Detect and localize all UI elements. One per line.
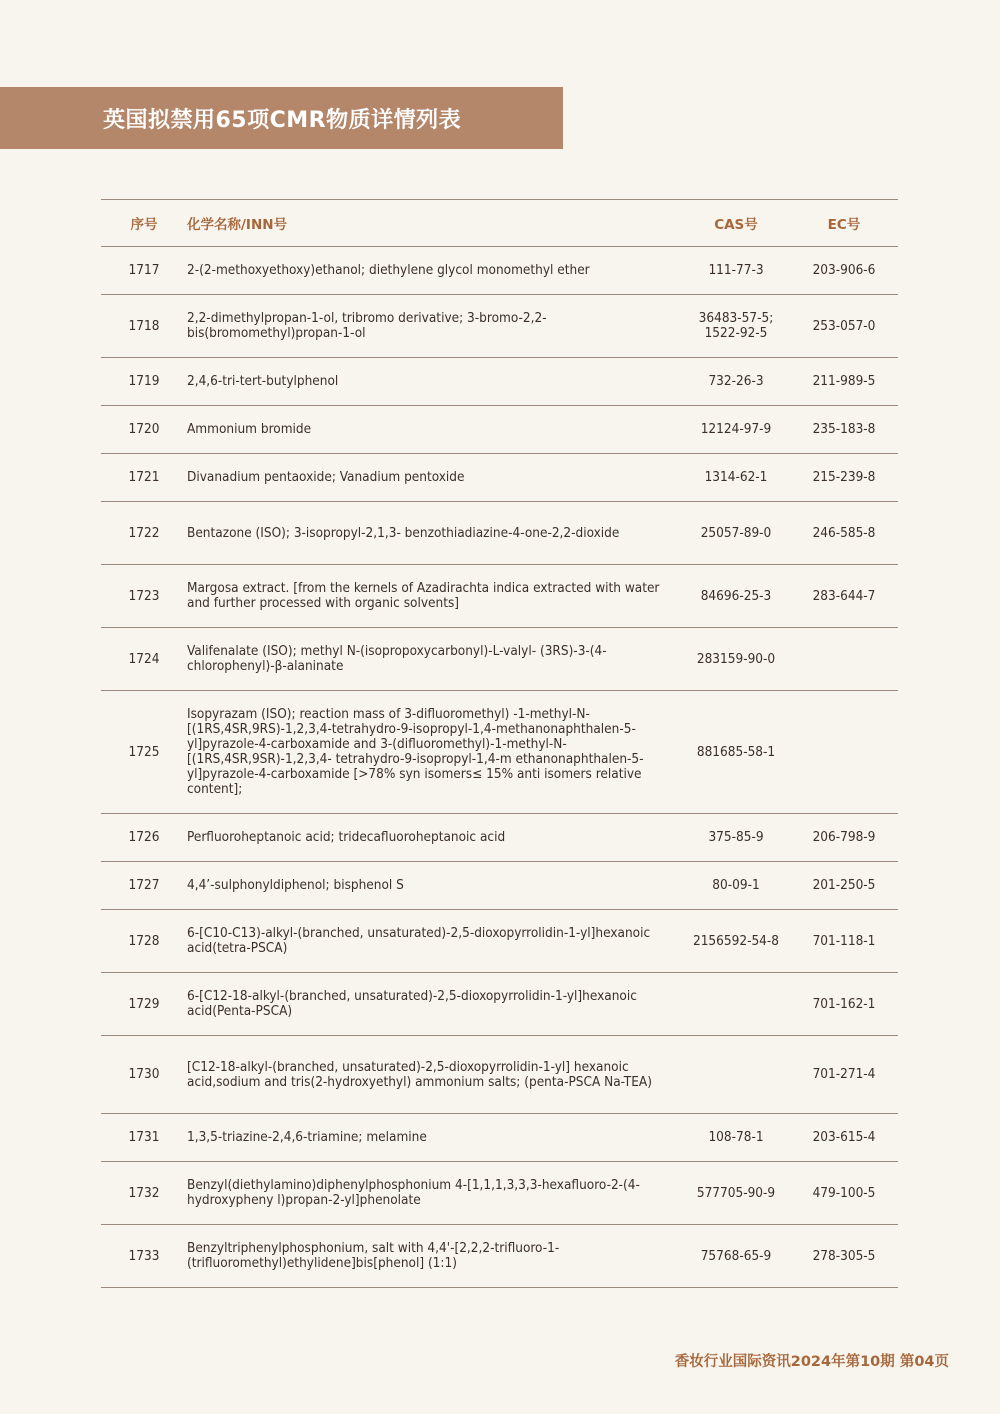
row-ec: 201-250-5 [790, 862, 898, 910]
table-row [101, 406, 898, 454]
row-cas: 375-85-9 [682, 814, 790, 862]
row-name: 2,2-dimethylpropan-1-ol, tribromo derivative; 3-bromo-2,2-bis(bromomethyl)propan-1-ol [187, 295, 682, 358]
table-row [101, 910, 898, 973]
row-cas: 283159-90-0 [682, 628, 790, 691]
header-ec: EC号 [790, 200, 898, 247]
row-no: 1730 [101, 1036, 187, 1114]
row-no: 1733 [101, 1225, 187, 1288]
row-name: 6-[C10-C13)-alkyl-(branched, unsaturated)-2,5-dioxopyrrolidin-1-yl]hexanoic acid(tetra-PSCA) [187, 910, 682, 973]
table-header-row [101, 200, 898, 247]
row-no: 1732 [101, 1162, 187, 1225]
row-no: 1722 [101, 502, 187, 565]
header-no: 序号 [101, 200, 187, 247]
table-row [101, 1114, 898, 1162]
row-cas: 25057-89-0 [682, 502, 790, 565]
row-ec: 701-162-1 [790, 973, 898, 1036]
row-name: 6-[C12-18-alkyl-(branched, unsaturated)-2,5-dioxopyrrolidin-1-yl]hexanoic acid(Penta-PSCA) [187, 973, 682, 1036]
table-row [101, 247, 898, 295]
table-row [101, 691, 898, 814]
row-no: 1719 [101, 358, 187, 406]
row-cas: 108-78-1 [682, 1114, 790, 1162]
row-ec: 215-239-8 [790, 454, 898, 502]
table-row [101, 628, 898, 691]
row-cas [682, 973, 790, 1036]
row-ec: 203-615-4 [790, 1114, 898, 1162]
row-name: Benzyltriphenylphosphonium, salt with 4,4'-[2,2,2-trifluoro-1-(trifluoromethyl)ethylidene]bis[phenol] (1:1) [187, 1225, 682, 1288]
table-row [101, 1162, 898, 1225]
page-title: 英国拟禁用65项CMR物质详情列表 [103, 107, 462, 133]
row-name: 2,4,6-tri-tert-butylphenol [187, 358, 682, 406]
row-ec: 479-100-5 [790, 1162, 898, 1225]
row-name: Ammonium bromide [187, 406, 682, 454]
row-ec: 206-798-9 [790, 814, 898, 862]
row-ec: 701-271-4 [790, 1036, 898, 1114]
row-no: 1720 [101, 406, 187, 454]
table-row [101, 565, 898, 628]
row-name: Valifenalate (ISO); methyl N-(isopropoxycarbonyl)-L-valyl- (3RS)-3-(4-chlorophenyl)-β-alaninate [187, 628, 682, 691]
header-cas: CAS号 [682, 200, 790, 247]
table-row [101, 295, 898, 358]
row-cas: 732-26-3 [682, 358, 790, 406]
row-cas [682, 1036, 790, 1114]
header-name: 化学名称/INN号 [187, 200, 682, 247]
row-no: 1729 [101, 973, 187, 1036]
cmr-substance-table [101, 199, 898, 1288]
row-no: 1718 [101, 295, 187, 358]
row-cas: 75768-65-9 [682, 1225, 790, 1288]
row-no: 1724 [101, 628, 187, 691]
row-name: 4,4’-sulphonyldiphenol; bisphenol S [187, 862, 682, 910]
row-ec: 235-183-8 [790, 406, 898, 454]
table-row [101, 1036, 898, 1114]
row-cas: 1314-62-1 [682, 454, 790, 502]
table-row [101, 862, 898, 910]
row-name: 1,3,5-triazine-2,4,6-triamine; melamine [187, 1114, 682, 1162]
row-no: 1728 [101, 910, 187, 973]
row-no: 1723 [101, 565, 187, 628]
row-cas: 111-77-3 [682, 247, 790, 295]
row-ec [790, 691, 898, 814]
table-row [101, 502, 898, 565]
row-no: 1726 [101, 814, 187, 862]
table-row [101, 454, 898, 502]
table-row [101, 1225, 898, 1288]
row-ec: 283-644-7 [790, 565, 898, 628]
row-name: 2-(2-methoxyethoxy)ethanol; diethylene glycol monomethyl ether [187, 247, 682, 295]
row-name: Perfluoroheptanoic acid; tridecafluoroheptanoic acid [187, 814, 682, 862]
row-cas: 12124-97-9 [682, 406, 790, 454]
row-name: Bentazone (ISO); 3-isopropyl-2,1,3- benzothiadiazine-4-one-2,2-dioxide [187, 502, 682, 565]
row-no: 1717 [101, 247, 187, 295]
row-cas: 84696-25-3 [682, 565, 790, 628]
table-row [101, 814, 898, 862]
row-ec: 246-585-8 [790, 502, 898, 565]
row-ec [790, 628, 898, 691]
row-no: 1727 [101, 862, 187, 910]
row-no: 1731 [101, 1114, 187, 1162]
row-ec: 211-989-5 [790, 358, 898, 406]
row-cas: 2156592-54-8 [682, 910, 790, 973]
row-ec: 278-305-5 [790, 1225, 898, 1288]
row-no: 1721 [101, 454, 187, 502]
row-cas: 80-09-1 [682, 862, 790, 910]
row-ec: 701-118-1 [790, 910, 898, 973]
row-ec: 253-057-0 [790, 295, 898, 358]
row-cas: 36483-57-5; 1522-92-5 [682, 295, 790, 358]
table-row [101, 358, 898, 406]
table-row [101, 973, 898, 1036]
row-name: Benzyl(diethylamino)diphenylphosphonium 4-[1,1,1,3,3,3-hexafluoro-2-(4-hydroxypheny l)propan-2-yl]phenolate [187, 1162, 682, 1225]
row-cas: 577705-90-9 [682, 1162, 790, 1225]
row-name: [C12-18-alkyl-(branched, unsaturated)-2,5-dioxopyrrolidin-1-yl] hexanoic acid,sodium and tris(2-hydroxyethyl) ammonium salts; (penta-PSCA Na-TEA) [187, 1036, 682, 1114]
page-footer: 香妆行业国际资讯2024年第10期 第04页 [674, 1354, 949, 1370]
row-name: Divanadium pentaoxide; Vanadium pentoxide [187, 454, 682, 502]
row-ec: 203-906-6 [790, 247, 898, 295]
row-no: 1725 [101, 691, 187, 814]
row-name: Isopyrazam (ISO); reaction mass of 3-difluoromethyl) -1-methyl-N-[(1RS,4SR,9RS)-1,2,3,4-tetrahydro-9-isopropyl-1,4-methanonaphthalen-5-yl]pyrazole-4-carboxamide and 3-(difluoromethyl)-1-methyl-N-[(1RS,4SR,9SR)-1,2,3,4- tetrahydro-9-isopropyl-1,4-m ethanonaphthalen-5-yl]pyrazole-4-carboxamide [>78% syn isomers≤ 15% anti isomers relative content]; [187, 691, 682, 814]
title-banner [0, 87, 563, 149]
row-name: Margosa extract. [from the kernels of Azadirachta indica extracted with water and further processed with organic solvents] [187, 565, 682, 628]
row-cas: 881685-58-1 [682, 691, 790, 814]
